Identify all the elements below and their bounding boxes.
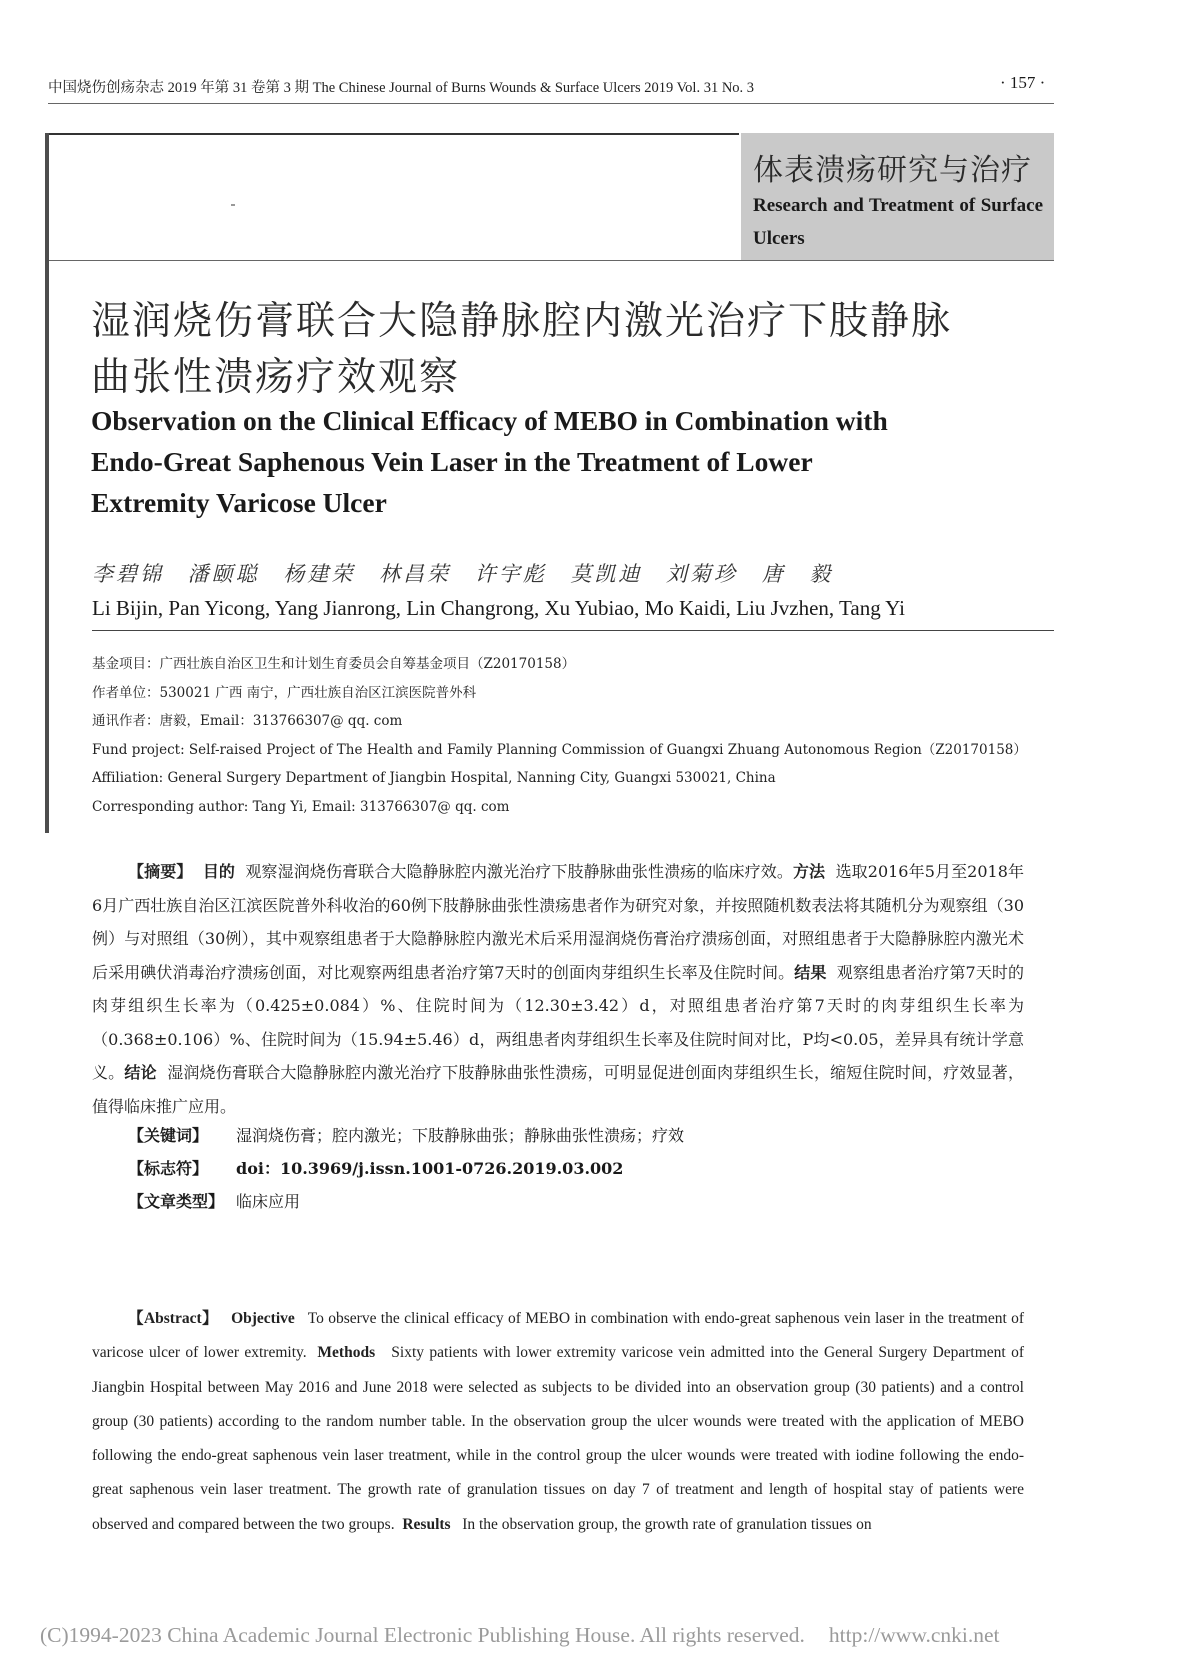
title-block-top-rule	[49, 133, 739, 135]
article-title-en	[91, 400, 1051, 523]
article-title-en-line3: Extremity Varicose Ulcer	[91, 487, 387, 518]
scan-mark	[231, 204, 235, 206]
methods-cn: 选取2016年5月至2018年6月广西壮族自治区江滨医院普外科收治的60例下肢静脉曲张性溃疡患者作为研究对象，并按照随机数表法将其随机分为观察组（30例）与对照组（30例），其中观察组患者于大隐静脉腔内激光术后采用湿润烧伤膏治疗溃疡创面，对照组患者于大隐静脉腔内激光术后采用碘伏消毒治疗溃疡创面，对比观察两组患者治疗第7天时的创面肉芽组织生长率及住院时间。	[92, 862, 1025, 982]
article-title-cn-line1: 湿润烧伤膏联合大隐静脉腔内激光治疗下肢静脉	[91, 299, 953, 344]
corresponding-cn: 通讯作者：唐毅，Email：313766307@ qq. com	[92, 713, 403, 729]
section-title-cn: 体表溃疡研究与治疗	[753, 153, 1032, 188]
article-metadata	[92, 650, 1027, 821]
abstract-cn-label: 【摘要】	[128, 862, 193, 881]
page-number: · 157 ·	[1000, 73, 1046, 92]
article-type-row	[128, 1189, 300, 1212]
title-block-bar	[45, 133, 49, 833]
results-en: In the observation group, the growth rate of granulation tissues on	[462, 1515, 872, 1533]
authors-rule	[92, 630, 1054, 631]
keywords-row	[128, 1123, 684, 1146]
abstract-en-label: 【Abstract】	[128, 1310, 219, 1327]
affiliation-cn: 作者单位：530021 广西 南宁，广西壮族自治区江滨医院普外科	[92, 684, 477, 701]
doi-row	[128, 1156, 623, 1179]
objective-cn: 观察湿润烧伤膏联合大隐静脉腔内激光治疗下肢静脉曲张性溃疡的临床疗效。	[245, 862, 793, 881]
results-label-en: Results	[402, 1515, 451, 1533]
article-title-en-line1: Observation on the Clinical Efficacy of MEBO in Combination with	[91, 405, 888, 436]
cnki-url[interactable]: http://www.cnki.net	[828, 1623, 1000, 1647]
abstract-en-body	[92, 1302, 1024, 1542]
article-type-value: 临床应用	[236, 1192, 301, 1211]
doi-label: 【标志符】	[128, 1159, 209, 1178]
copyright-footer	[40, 1623, 1000, 1648]
fund-cn: 基金项目：广西壮族自治区卫生和计划生育委员会自筹基金项目（Z20170158）	[92, 656, 576, 672]
authors-en: Li Bijin, Pan Yicong, Yang Jianrong, Lin Changrong, Xu Yubiao, Mo Kaidi, Liu Jvzhen, Tang Yi	[92, 596, 906, 620]
article-title-cn-line2: 曲张性溃疡疗效观察	[91, 355, 461, 400]
conclusion-cn: 湿润烧伤膏联合大隐静脉腔内激光治疗下肢静脉曲张性溃疡，可明显促进创面肉芽组织生长，缩短住院时间，疗效显著，值得临床推广应用。	[92, 1063, 1024, 1116]
copyright-text: (C)1994-2023 China Academic Journal Electronic Publishing House. All rights reserved.	[40, 1623, 805, 1647]
article-title-cn	[91, 294, 1051, 406]
results-cn: 观察组患者治疗第7天时的肉芽组织生长率为（0.425±0.084）%、住院时间为（12.30±3.42）d，对照组患者治疗第7天时的肉芽组织生长率为（0.368±0.106）%、住院时间为（15.94±5.46）d，两组患者肉芽组织生长率及住院时间对比，P均<0.05，差异具有统计学意义。	[92, 962, 1024, 1082]
running-header: 中国烧伤创疡杂志 2019 年第 31 卷第 3 期 The Chinese Journal of Burns Wounds & Surface Ulcers 2019 Vol. 31 No. 3	[48, 80, 755, 96]
conclusion-label-cn: 结论	[124, 1063, 157, 1082]
title-block-bottom-rule	[49, 260, 1054, 261]
methods-label-en: Methods	[317, 1344, 376, 1362]
abstract-cn-body	[92, 855, 1024, 1123]
header-rule	[48, 103, 1054, 104]
fund-en: Fund project: Self-raised Project of The Health and Family Planning Commission of Guangxi Zhuang Autonomous Region（Z20170158）	[92, 741, 1027, 758]
objective-en: To observe the clinical efficacy of MEBO in combination with endo-great saphenous vein laser in the treatment of varicose ulcer of lower extremity.	[92, 1310, 1025, 1362]
abstract-cn	[92, 855, 1024, 1123]
authors-cn: 李碧锦 潘颐聪 杨建荣 林昌荣 许宇彪 莫凯迪 刘菊珍 唐 毅	[92, 562, 834, 586]
section-title-en: Research and Treatment of Surface Ulcers	[753, 195, 1043, 249]
objective-label-cn: 目的	[202, 862, 236, 881]
abstract-en	[92, 1302, 1024, 1542]
corresponding-en: Corresponding author: Tang Yi, Email: 313766307@ qq. com	[92, 798, 510, 815]
affiliation-en: Affiliation: General Surgery Department of Jiangbin Hospital, Nanning City, Guangxi 530021, China	[92, 770, 776, 786]
methods-en: Sixty patients with lower extremity varicose vein admitted into the General Surgery Department of Jiangbin Hospital between May 2016 and June 2018 were selected as subjects to be divided into an observation group (30 patients) and a control group (30 patients) according to the random number table. In the observation group the ulcer wounds were treated with the application of MEBO following the endo-great saphenous vein laser treatment, while in the control group the ulcer wounds were treated with iodine following the endo-great saphenous vein laser treatment. The growth rate of granulation tissues on day 7 of treatment and length of hospital stay of patients were observed and compared between the two groups.	[92, 1344, 1025, 1533]
doi-value: doi：10.3969/j.issn.1001-0726.2019.03.002	[236, 1159, 624, 1178]
methods-label-cn: 方法	[792, 862, 826, 881]
results-label-cn: 结果	[794, 962, 827, 982]
keywords-label: 【关键词】	[128, 1126, 209, 1145]
objective-label-en: Objective	[231, 1310, 295, 1327]
article-title-en-line2: Endo-Great Saphenous Vein Laser in the Treatment of Lower	[91, 446, 813, 477]
keywords-value: 湿润烧伤膏；腔内激光；下肢静脉曲张；静脉曲张性溃疡；疗效	[236, 1126, 685, 1145]
article-type-label: 【文章类型】	[128, 1192, 225, 1211]
section-banner	[741, 133, 1054, 260]
